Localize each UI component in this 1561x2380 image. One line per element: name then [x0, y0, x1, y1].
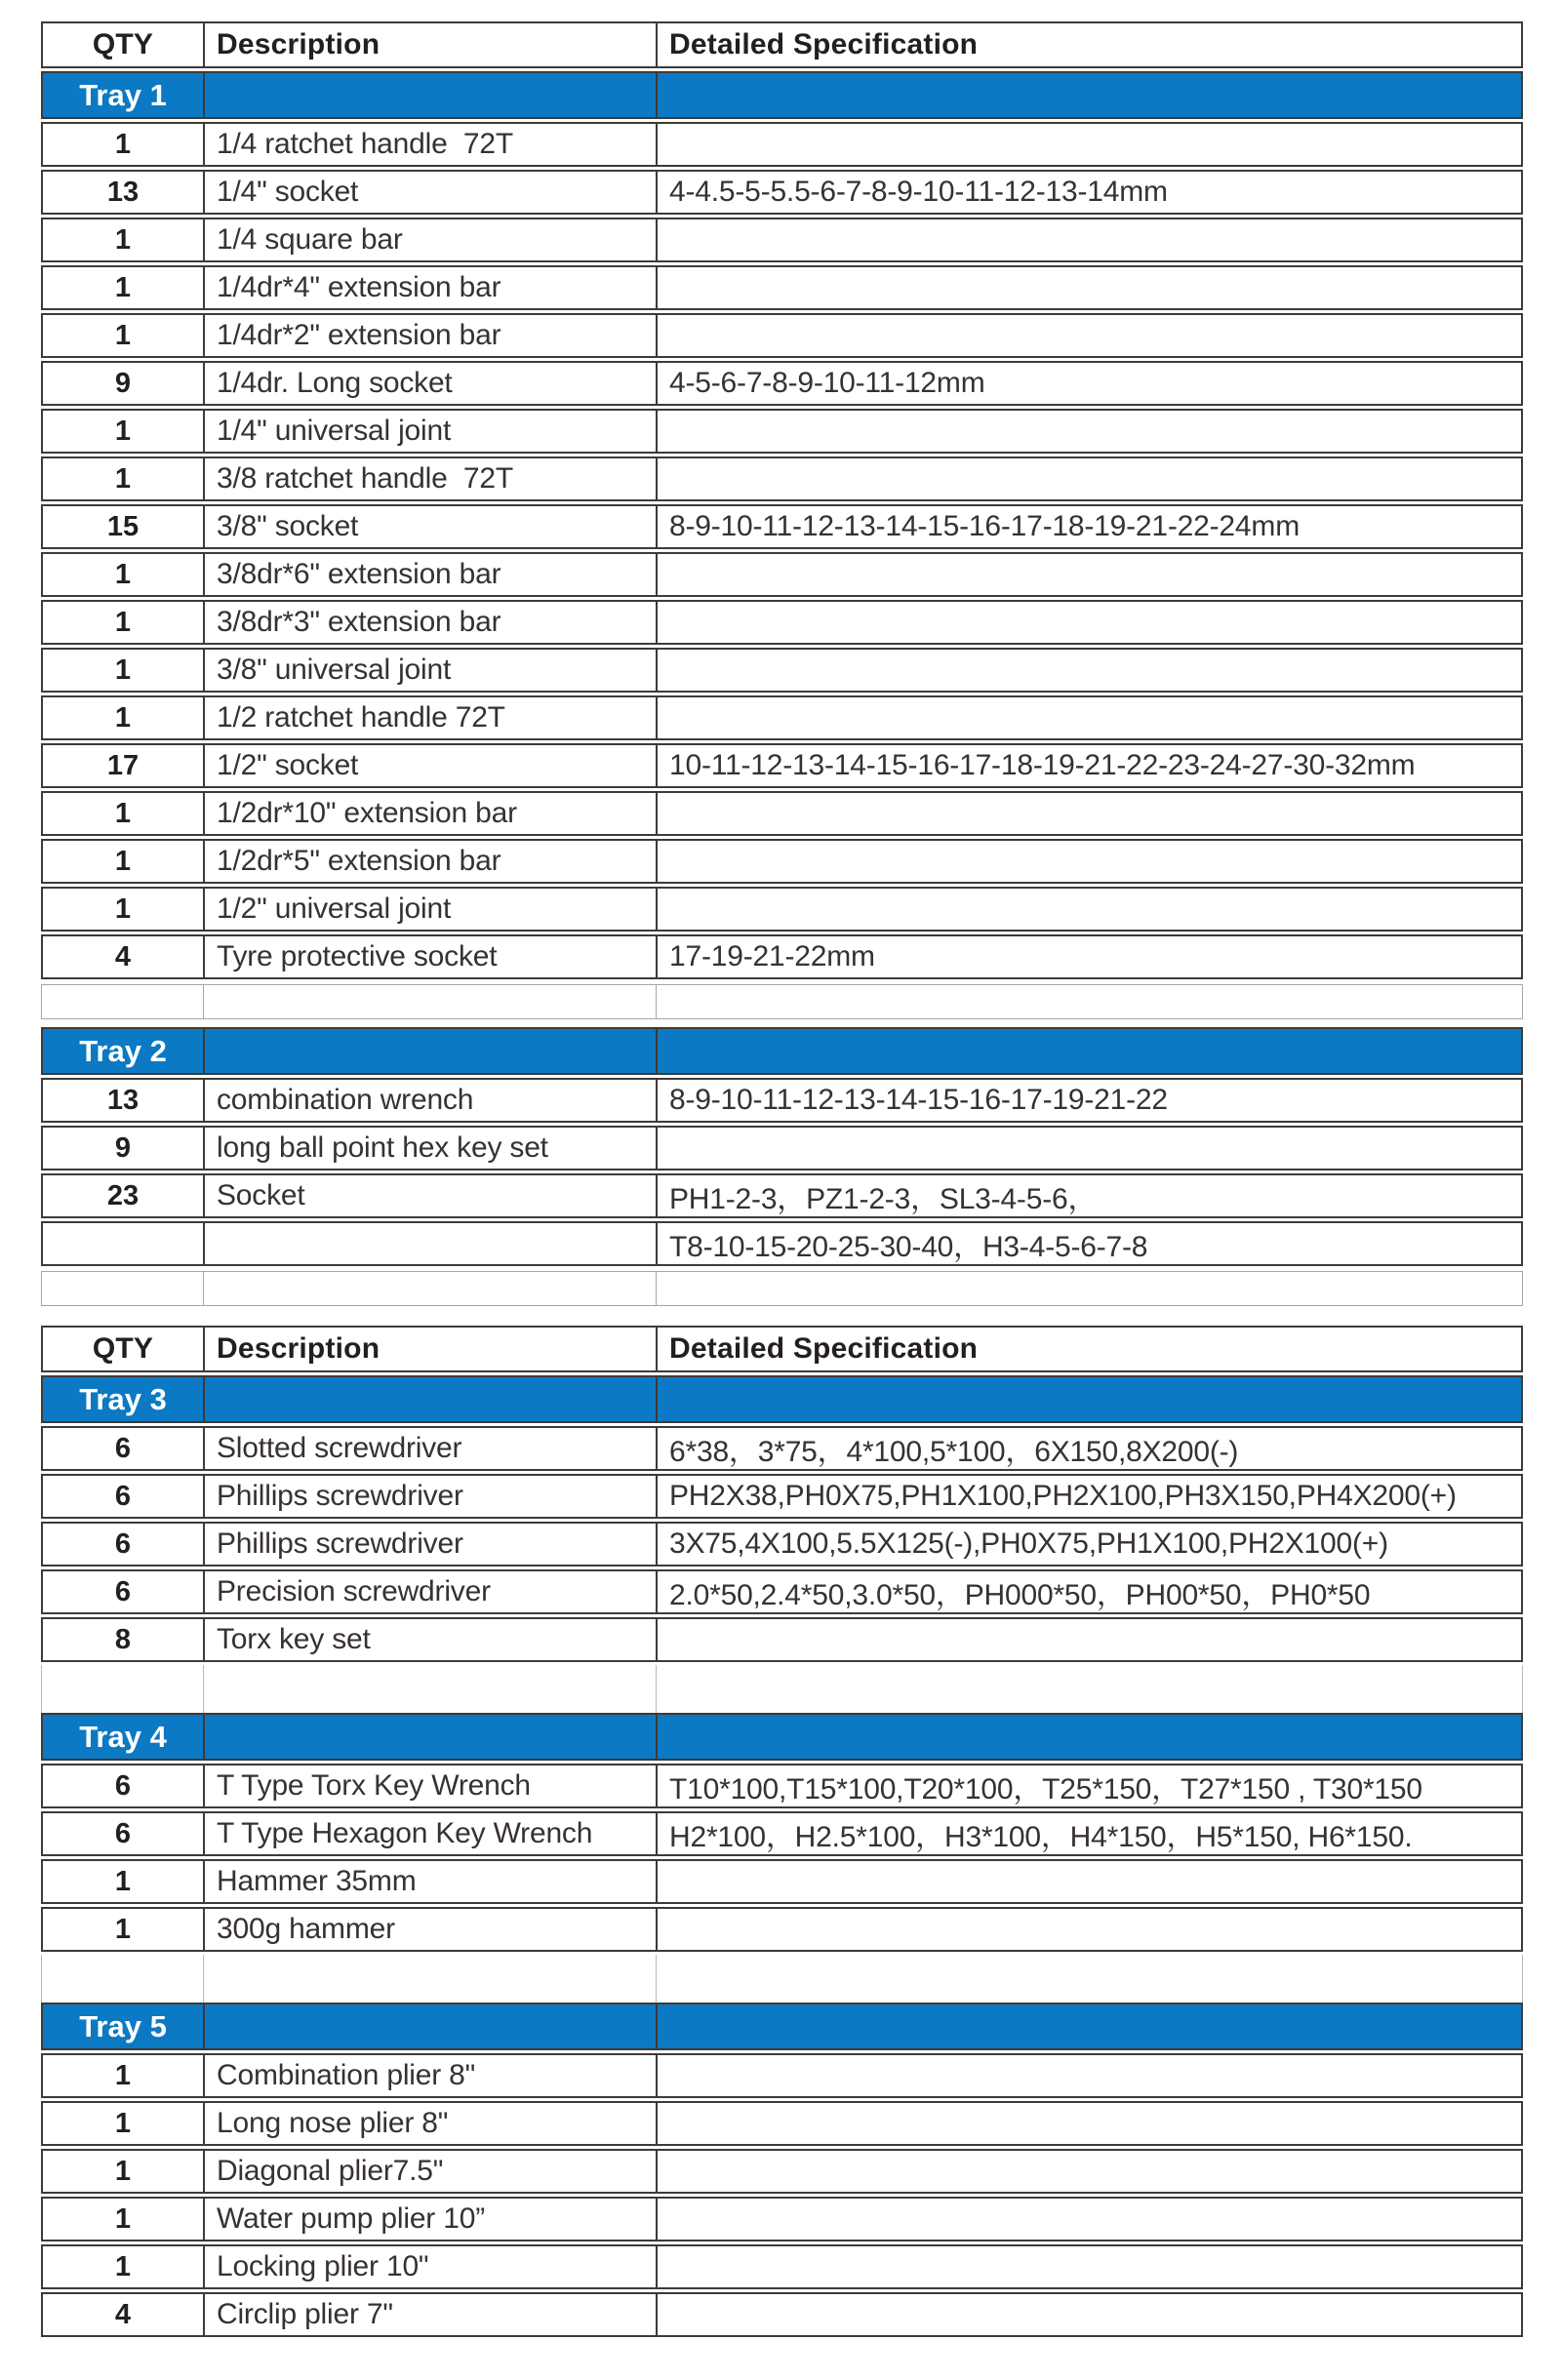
spec-cell	[658, 2151, 1521, 2192]
qty-cell: 1	[43, 458, 205, 499]
description-cell: 3/8dr*6" extension bar	[205, 554, 658, 595]
tray-label: Tray 1	[43, 73, 205, 117]
gap-row	[41, 1955, 1523, 2003]
tray-label: Tray 2	[43, 1029, 205, 1073]
description-cell: 3/8 ratchet handle 72T	[205, 458, 658, 499]
qty-cell: 17	[43, 745, 205, 786]
spec-cell: 3X75,4X100,5.5X125(-),PH0X75,PH1X100,PH2X100(+)	[669, 1527, 1388, 1560]
spec-cell	[658, 841, 1521, 882]
table-row	[41, 2053, 1523, 2098]
description-cell: Water pump plier 10”	[205, 2199, 658, 2240]
qty-cell	[43, 1223, 205, 1264]
table-row	[41, 2244, 1523, 2289]
description-header-cell: Description	[205, 23, 658, 66]
table-row	[41, 1764, 1523, 1808]
qty-cell: 15	[43, 506, 205, 547]
break-row	[41, 1314, 1523, 1326]
table-row	[41, 504, 1523, 549]
description-cell: 3/8dr*3" extension bar	[205, 602, 658, 643]
qty-cell: 1	[43, 2151, 205, 2192]
description-cell: T Type Hexagon Key Wrench	[205, 1813, 658, 1854]
table-header-row	[41, 21, 1523, 68]
qty-cell: 1	[43, 219, 205, 260]
table-row	[41, 1617, 1523, 1662]
spec-cell	[658, 219, 1521, 260]
qty-cell: 6	[43, 1571, 205, 1612]
qty-cell: 1	[43, 1909, 205, 1950]
empty-cell	[204, 1955, 657, 2003]
empty-cell	[205, 1029, 658, 1073]
table-row	[41, 648, 1523, 693]
description-cell: 1/4 ratchet handle 72T	[205, 124, 658, 165]
spec-cell: PH2X38,PH0X75,PH1X100,PH2X100,PH3X150,PH4X200(+)	[669, 1480, 1457, 1512]
description-cell: 1/4dr*4" extension bar	[205, 267, 658, 308]
description-cell: Diagonal plier7.5"	[205, 2151, 658, 2192]
spec-cell	[658, 411, 1521, 452]
qty-cell: 1	[43, 267, 205, 308]
table-row	[41, 313, 1523, 358]
empty-cell	[205, 73, 658, 117]
tray-header-row	[41, 71, 1523, 119]
spec-header-cell: Detailed Specification	[669, 28, 979, 60]
table-row	[41, 122, 1523, 167]
qty-cell: 1	[43, 2199, 205, 2240]
empty-cell	[204, 1272, 657, 1305]
empty-cell	[657, 1665, 1522, 1713]
qty-cell: 9	[43, 1128, 205, 1169]
qty-cell: 6	[43, 1765, 205, 1806]
description-cell: Phillips screwdriver	[205, 1476, 658, 1517]
description-cell: Precision screwdriver	[205, 1571, 658, 1612]
description-cell: 300g hammer	[205, 1909, 658, 1950]
table-row	[41, 2292, 1523, 2337]
spec-cell	[658, 793, 1521, 834]
empty-cell	[42, 1665, 204, 1713]
table-row	[41, 1221, 1523, 1266]
spec-cell: 8-9-10-11-12-13-14-15-16-17-18-19-21-22-24mm	[669, 510, 1300, 542]
qty-cell: 1	[43, 2055, 205, 2096]
spec-cell: 8-9-10-11-12-13-14-15-16-17-19-21-22	[669, 1084, 1168, 1116]
description-cell: 1/4" universal joint	[205, 411, 658, 452]
spec-cell: T8-10-15-20-25-30-40，H3-4-5-6-7-8	[669, 1231, 1148, 1263]
description-cell: Torx key set	[205, 1619, 658, 1660]
description-cell: Socket	[205, 1175, 658, 1216]
table-row	[41, 934, 1523, 979]
empty-cell	[204, 985, 657, 1018]
description-cell: 1/2 ratchet handle 72T	[205, 697, 658, 738]
description-cell: T Type Torx Key Wrench	[205, 1765, 658, 1806]
description-cell: 3/8" universal joint	[205, 650, 658, 691]
empty-cell	[658, 2004, 1521, 2048]
spec-cell	[658, 2199, 1521, 2240]
empty-cell	[658, 1377, 1521, 1421]
spec-cell: PH1-2-3，PZ1-2-3，SL3-4-5-6，	[669, 1183, 1098, 1215]
description-cell: Circlip plier 7"	[205, 2294, 658, 2335]
spec-cell	[658, 1128, 1521, 1169]
table-row	[41, 456, 1523, 501]
qty-cell: 1	[43, 554, 205, 595]
gap-row	[41, 1665, 1523, 1713]
spec-cell: 2.0*50,2.4*50,3.0*50，PH000*50，PH00*50，PH0*50	[669, 1579, 1371, 1611]
description-cell: 1/2dr*5" extension bar	[205, 841, 658, 882]
empty-cell	[657, 1272, 1522, 1305]
qty-cell: 1	[43, 2103, 205, 2144]
description-cell: 1/4" socket	[205, 172, 658, 213]
qty-header-cell: QTY	[43, 23, 205, 66]
table-row	[41, 1522, 1523, 1567]
spec-cell	[658, 697, 1521, 738]
spec-cell	[658, 315, 1521, 356]
table-row	[41, 743, 1523, 788]
spec-cell	[658, 458, 1521, 499]
spec-cell: T10*100,T15*100,T20*100，T25*150，T27*150 , T30*150	[669, 1773, 1422, 1805]
description-cell: Long nose plier 8"	[205, 2103, 658, 2144]
description-cell: 1/2" socket	[205, 745, 658, 786]
description-cell: Locking plier 10"	[205, 2246, 658, 2287]
description-cell: 1/4dr. Long socket	[205, 363, 658, 404]
spec-cell	[658, 2294, 1521, 2335]
tray-label: Tray 4	[43, 1715, 205, 1759]
table-row	[41, 1474, 1523, 1519]
table-header-row	[41, 1326, 1523, 1372]
spec-cell	[658, 602, 1521, 643]
qty-header-cell: QTY	[43, 1328, 205, 1370]
description-cell	[205, 1223, 658, 1264]
description-cell: 1/2dr*10" extension bar	[205, 793, 658, 834]
table-row	[41, 695, 1523, 740]
table-row	[41, 2149, 1523, 2194]
spec-cell	[658, 124, 1521, 165]
spec-cell	[658, 650, 1521, 691]
empty-cell	[42, 1955, 204, 2003]
spec-cell	[658, 2246, 1521, 2287]
description-cell: Tyre protective socket	[205, 936, 658, 977]
qty-cell: 1	[43, 2246, 205, 2287]
tray-header-row	[41, 1713, 1523, 1761]
tray-label: Tray 5	[43, 2004, 205, 2048]
description-header-cell: Description	[205, 1328, 658, 1370]
description-cell: Phillips screwdriver	[205, 1524, 658, 1565]
qty-cell: 6	[43, 1428, 205, 1469]
tray-label: Tray 3	[43, 1377, 205, 1421]
qty-cell: 4	[43, 2294, 205, 2335]
empty-cell	[205, 2004, 658, 2048]
qty-cell: 1	[43, 841, 205, 882]
tray-header-row	[41, 1375, 1523, 1423]
qty-cell: 1	[43, 1861, 205, 1902]
qty-cell: 1	[43, 793, 205, 834]
qty-cell: 4	[43, 936, 205, 977]
spec-cell: 4-5-6-7-8-9-10-11-12mm	[669, 367, 985, 399]
spec-header-cell: Detailed Specification	[669, 1332, 979, 1365]
description-cell: 1/2" universal joint	[205, 889, 658, 930]
table-row	[41, 1426, 1523, 1471]
empty-cell	[658, 1715, 1521, 1759]
tray-header-row	[41, 1027, 1523, 1075]
table-row	[41, 2197, 1523, 2241]
table-row	[41, 1569, 1523, 1614]
qty-cell: 13	[43, 1080, 205, 1121]
table-row	[41, 2101, 1523, 2146]
table-row	[41, 265, 1523, 310]
table-row	[41, 839, 1523, 884]
spec-cell	[658, 1909, 1521, 1950]
spec-cell: 17-19-21-22mm	[669, 940, 875, 972]
spacer-row	[41, 1271, 1523, 1306]
table-row	[41, 1859, 1523, 1904]
description-cell: 1/4dr*2" extension bar	[205, 315, 658, 356]
description-cell: 3/8" socket	[205, 506, 658, 547]
table-row	[41, 409, 1523, 454]
table-row	[41, 1811, 1523, 1856]
qty-cell: 13	[43, 172, 205, 213]
table-row	[41, 1078, 1523, 1123]
empty-cell	[658, 1029, 1521, 1073]
empty-cell	[204, 1665, 657, 1713]
description-cell: Hammer 35mm	[205, 1861, 658, 1902]
description-cell: 1/4 square bar	[205, 219, 658, 260]
qty-cell: 8	[43, 1619, 205, 1660]
spec-cell	[658, 267, 1521, 308]
spec-cell: 4-4.5-5-5.5-6-7-8-9-10-11-12-13-14mm	[669, 176, 1168, 208]
description-cell: combination wrench	[205, 1080, 658, 1121]
table-row	[41, 600, 1523, 645]
table-row	[41, 1907, 1523, 1952]
empty-cell	[658, 73, 1521, 117]
qty-cell: 1	[43, 124, 205, 165]
spec-cell	[658, 2055, 1521, 2096]
table-row	[41, 791, 1523, 836]
table-row	[41, 1173, 1523, 1218]
spec-cell	[658, 2103, 1521, 2144]
table-row	[41, 552, 1523, 597]
table-row	[41, 170, 1523, 215]
table-row	[41, 218, 1523, 262]
empty-cell	[657, 1955, 1522, 2003]
empty-cell	[205, 1715, 658, 1759]
empty-cell	[42, 1272, 204, 1305]
spec-cell: 6*38，3*75，4*100,5*100，6X150,8X200(-)	[669, 1436, 1239, 1468]
qty-cell: 1	[43, 697, 205, 738]
spec-cell	[658, 1619, 1521, 1660]
qty-cell: 6	[43, 1524, 205, 1565]
qty-cell: 1	[43, 650, 205, 691]
description-cell: Combination plier 8"	[205, 2055, 658, 2096]
tray-header-row	[41, 2003, 1523, 2050]
qty-cell: 1	[43, 602, 205, 643]
qty-cell: 6	[43, 1813, 205, 1854]
table-row	[41, 361, 1523, 406]
description-cell: long ball point hex key set	[205, 1128, 658, 1169]
qty-cell: 9	[43, 363, 205, 404]
spec-cell	[658, 554, 1521, 595]
spec-cell: 10-11-12-13-14-15-16-17-18-19-21-22-23-24-27-30-32mm	[669, 749, 1416, 781]
empty-cell	[42, 985, 204, 1018]
qty-cell: 1	[43, 315, 205, 356]
qty-cell: 23	[43, 1175, 205, 1216]
table-row	[41, 887, 1523, 932]
spec-cell	[658, 1861, 1521, 1902]
description-cell: Slotted screwdriver	[205, 1428, 658, 1469]
tool-kit-spec-sheet	[41, 21, 1523, 2340]
spec-cell	[658, 889, 1521, 930]
spec-cell: H2*100，H2.5*100，H3*100，H4*150，H5*150, H6*150.	[669, 1821, 1413, 1853]
qty-cell: 1	[43, 889, 205, 930]
spacer-row	[41, 984, 1523, 1019]
qty-cell: 6	[43, 1476, 205, 1517]
empty-cell	[657, 985, 1522, 1018]
qty-cell: 1	[43, 411, 205, 452]
empty-cell	[205, 1377, 658, 1421]
table-row	[41, 1126, 1523, 1170]
